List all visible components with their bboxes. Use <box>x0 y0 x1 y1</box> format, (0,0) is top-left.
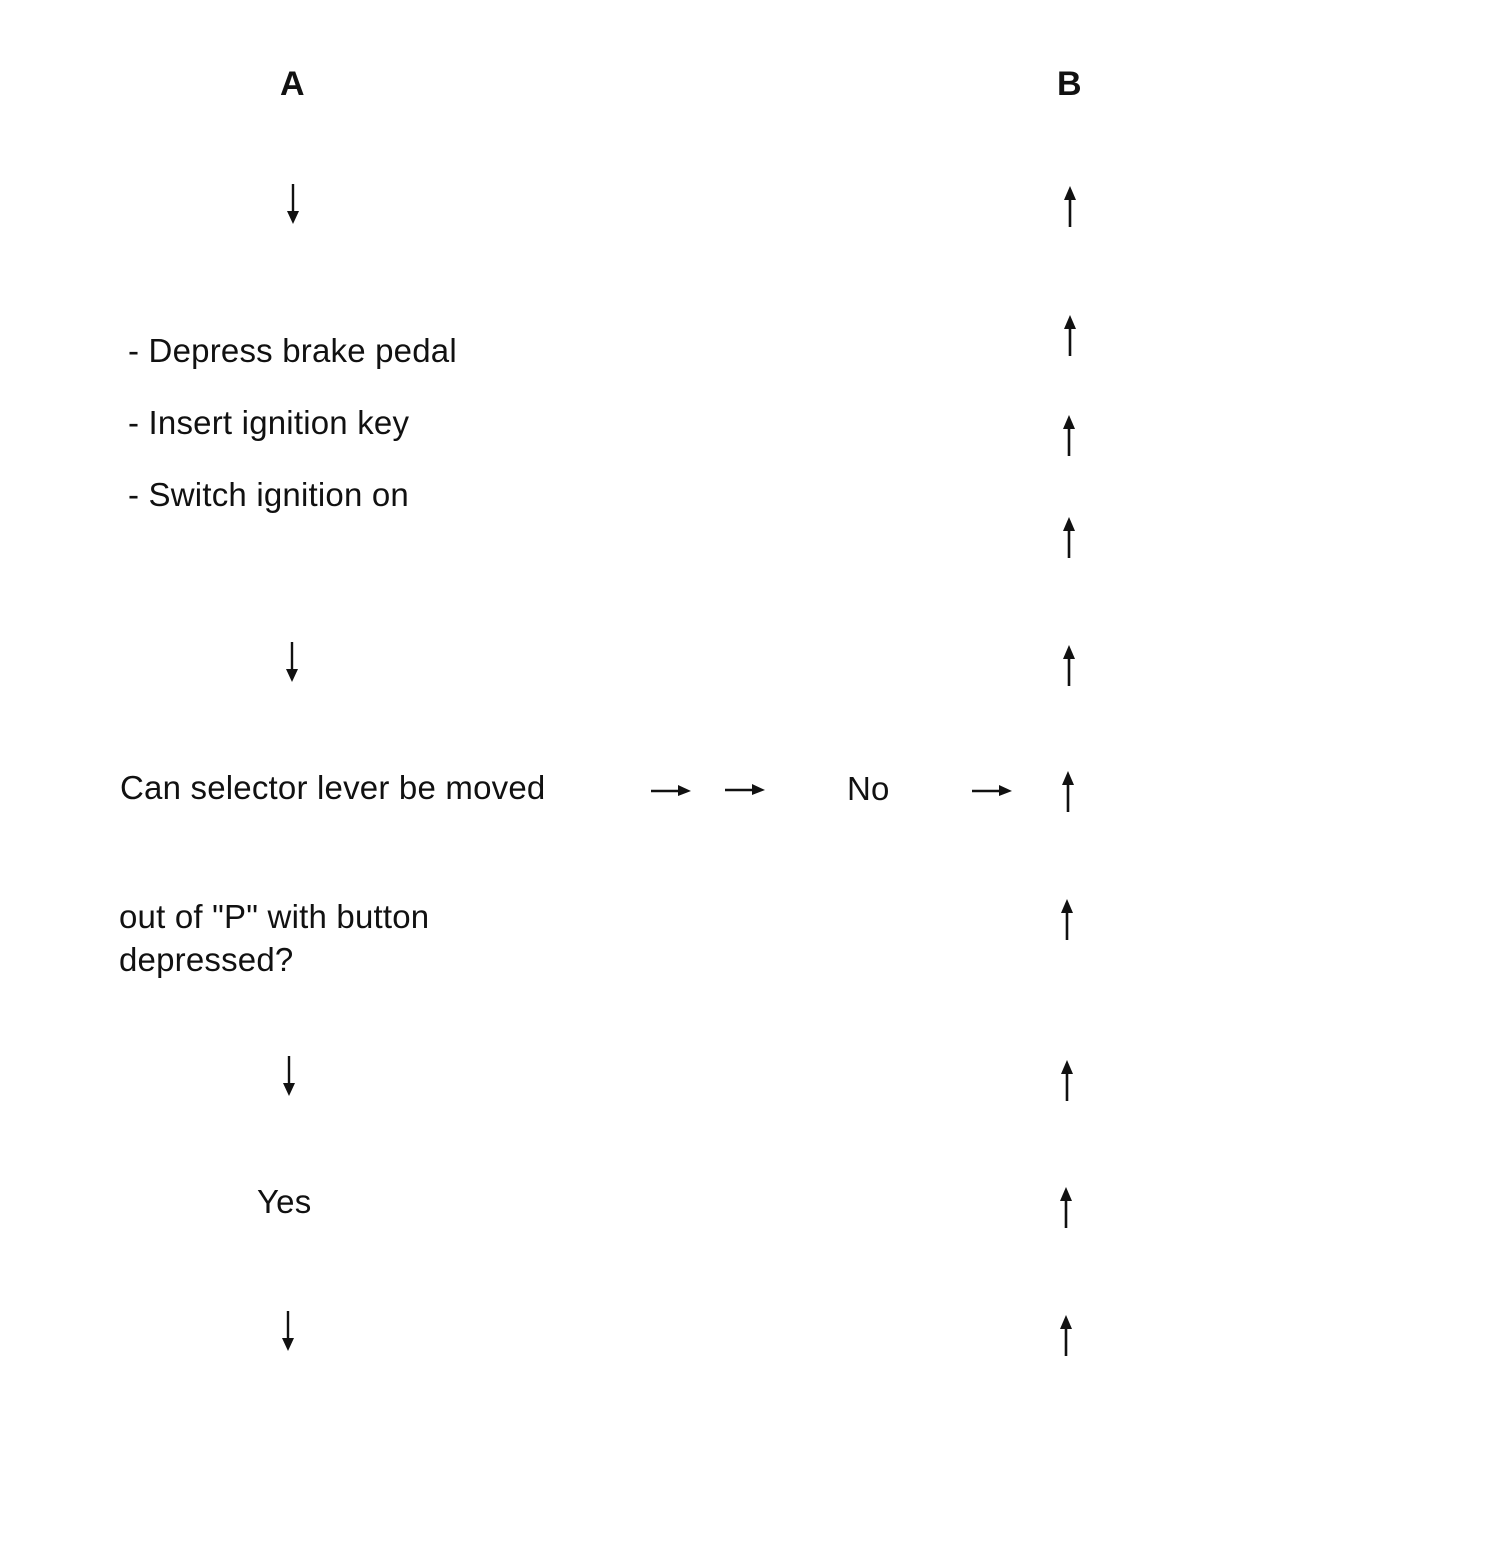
arrow-down-icon <box>284 184 302 226</box>
arrow-up-icon <box>1060 516 1078 558</box>
arrow-up-icon <box>1057 1314 1075 1356</box>
arrow-up-icon <box>1061 185 1079 227</box>
arrow-down-icon <box>279 1311 297 1353</box>
arrow-up-icon <box>1061 314 1079 356</box>
step-insert-key: - Insert ignition key <box>128 404 410 441</box>
arrow-up-icon <box>1058 1059 1076 1101</box>
arrow-up-icon <box>1058 898 1076 940</box>
arrow-right-icon <box>725 782 767 798</box>
step-depress-brake: - Depress brake pedal <box>128 332 457 369</box>
arrow-up-icon <box>1059 770 1077 812</box>
arrow-down-icon <box>283 642 301 684</box>
label-a: A <box>280 65 305 103</box>
answer-yes: Yes <box>257 1183 312 1220</box>
arrow-up-icon <box>1060 644 1078 686</box>
arrow-up-icon <box>1060 414 1078 456</box>
answer-no: No <box>847 770 890 807</box>
label-b: B <box>1057 65 1082 103</box>
arrow-down-icon <box>280 1056 298 1098</box>
question-line-1: Can selector lever be moved <box>120 769 546 806</box>
step-ignition-on: - Switch ignition on <box>128 476 409 513</box>
arrow-right-icon <box>651 783 693 799</box>
question-line-2: out of "P" with button depressed? <box>119 898 430 978</box>
arrow-up-icon <box>1057 1186 1075 1228</box>
arrow-right-icon <box>972 783 1014 799</box>
